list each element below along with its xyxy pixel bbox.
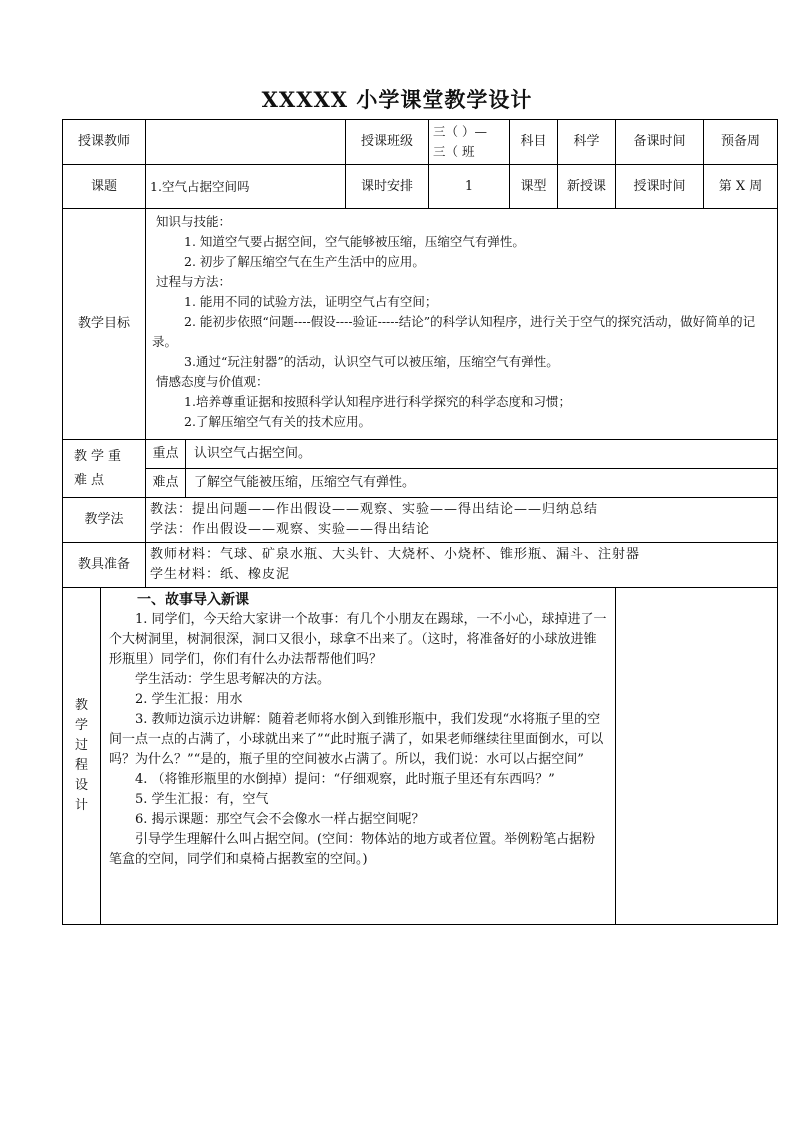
row-methods xyxy=(63,498,778,543)
process-content xyxy=(101,588,616,925)
methods-label: 教学法 xyxy=(63,498,146,543)
goal-line: 2. 能初步依照“问题----假设----验证-----结论”的科学认知程序，进行关于空气的探究活动，做好简单的记录。 xyxy=(152,314,756,349)
process-paragraph: 6. 揭示课题：那空气会不会像水一样占据空间呢？ xyxy=(135,812,425,827)
row-focus xyxy=(63,440,778,469)
key-points-label-text: 教学重难点 xyxy=(74,448,126,488)
topic-value xyxy=(146,165,346,209)
process-paragraph: 3. 教师边演示边讲解：随着老师将水倒入到锥形瓶中，我们发现“水将瓶子里的空间一点一点的占满了，小球就出来了”“此时瓶子满了，如果老师继续往里面倒水，可以吗？为什么？”“是的，瓶子里的空间被水占满了。所以，我们说：水可以占据空间” xyxy=(109,712,604,767)
goals-content xyxy=(146,209,778,440)
lesson-plan-table xyxy=(62,119,778,925)
class-value-line1: 三（ ）— xyxy=(433,124,487,139)
topic-label: 课题 xyxy=(63,165,146,209)
schedule-label: 课时安排 xyxy=(346,165,429,209)
process-paragraph: 2. 学生汇报：用水 xyxy=(135,692,243,707)
process-paragraph: 学生活动：学生思考解决的方法。 xyxy=(135,672,331,687)
process-label-char: 过 xyxy=(74,738,88,753)
materials-label: 教具准备 xyxy=(63,543,146,588)
process-paragraph: 4. （将锥形瓶里的水倒掉）提问：“仔细观察，此时瓶子里还有东西吗？” xyxy=(135,772,555,787)
teach-week-value: 第 X 周 xyxy=(704,165,778,209)
difficulty-label: 难点 xyxy=(146,469,186,497)
type-value: 新授课 xyxy=(558,165,616,209)
topic-value-text: 1.空气占据空间吗 xyxy=(150,178,250,194)
class-value-line2: 三（ 班 xyxy=(433,144,475,159)
materials-line: 学生材料：纸、橡皮泥 xyxy=(150,567,291,582)
difficulty-value: 了解空气能被压缩，压缩空气有弹性。 xyxy=(194,475,416,490)
type-label: 课型 xyxy=(510,165,558,209)
process-label-char: 学 xyxy=(74,718,88,733)
row-topic-info xyxy=(63,165,778,209)
row-materials xyxy=(63,543,778,588)
key-points-label xyxy=(63,440,146,498)
process-notes-column xyxy=(616,588,778,925)
schedule-value: 1 xyxy=(429,165,510,209)
goal-line: 2.了解压缩空气有关的技术应用。 xyxy=(184,414,371,429)
process-label xyxy=(63,588,101,925)
process-label-char: 设 xyxy=(74,778,88,793)
prep-time-label: 备课时间 xyxy=(616,120,704,165)
row-teacher-info xyxy=(63,120,778,165)
methods-content xyxy=(146,498,778,543)
materials-line: 教师材料：气球、矿泉水瓶、大头针、大烧杯、小烧杯、锥形瓶、漏斗、注射器 xyxy=(150,547,641,562)
subject-value: 科学 xyxy=(558,120,616,165)
goals-label: 教学目标 xyxy=(63,209,146,440)
goal-line: 2. 初步了解压缩空气在生产生活中的应用。 xyxy=(184,254,425,269)
process-label-char: 程 xyxy=(74,758,88,773)
prep-week-value: 预备周 xyxy=(704,120,778,165)
focus-value: 认识空气占据空间。 xyxy=(194,446,312,461)
page-title: XXXXX 小学课堂教学设计 xyxy=(261,87,533,112)
methods-line: 教法：提出问题——作出假设——观察、实验——得出结论——归纳总结 xyxy=(150,502,599,517)
goal-line: 情感态度与价值观： xyxy=(156,374,269,389)
focus-label: 重点 xyxy=(146,440,186,468)
subject-label: 科目 xyxy=(510,120,558,165)
process-paragraph: 5. 学生汇报：有，空气 xyxy=(135,792,269,807)
process-label-char: 教 xyxy=(74,698,88,713)
materials-content xyxy=(146,543,778,588)
process-label-char: 计 xyxy=(74,798,88,813)
teacher-label: 授课教师 xyxy=(63,120,146,165)
goal-line: 过程与方法： xyxy=(156,274,232,289)
process-paragraph: 引导学生理解什么叫占据空间。(空间：物体站的地方或者位置。举例粉笔占据粉笔盒的空间，同学们和桌椅占据教室的空间。) xyxy=(109,832,596,867)
class-value xyxy=(429,120,510,165)
goal-line: 1.培养尊重证据和按照科学认知程序进行科学探究的科学态度和习惯； xyxy=(184,394,571,409)
teacher-value xyxy=(146,120,346,165)
goal-line: 知识与技能： xyxy=(156,214,232,229)
row-process xyxy=(63,588,778,925)
difficulty-cell xyxy=(146,469,778,498)
process-paragraph: 1. 同学们，今天给大家讲一个故事：有几个小朋友在踢球，一不小心，球掉进了一个大树洞里，树洞很深，洞口又很小，球拿不出来了。（这时，将准备好的小球放进锥形瓶里）同学们，你们有什么办法帮帮他们吗？ xyxy=(109,612,607,667)
methods-line: 学法：作出假设——观察、实验——得出结论 xyxy=(150,522,431,537)
process-heading: 一、故事导入新课 xyxy=(137,592,249,608)
goal-line: 1. 能用不同的试验方法，证明空气占有空间； xyxy=(184,294,438,309)
teach-time-label: 授课时间 xyxy=(616,165,704,209)
class-label: 授课班级 xyxy=(346,120,429,165)
row-goals xyxy=(63,209,778,440)
goal-line: 3.通过“玩注射器”的活动，认识空气可以被压缩，压缩空气有弹性。 xyxy=(184,354,559,369)
goal-line: 1. 知道空气要占据空间，空气能够被压缩，压缩空气有弹性。 xyxy=(184,234,525,249)
focus-cell xyxy=(146,440,778,469)
row-difficulty xyxy=(63,469,778,498)
